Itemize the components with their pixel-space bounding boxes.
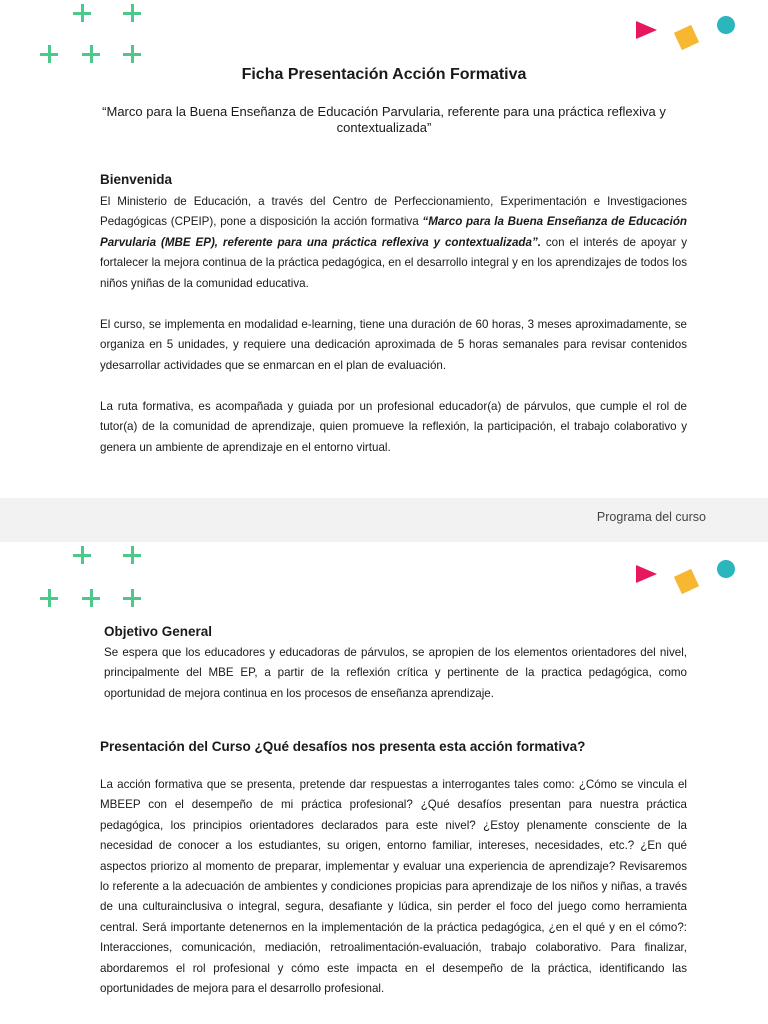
presentation-heading: Presentación del Curso ¿Qué desafíos nos presenta esta acción formativa?	[100, 739, 586, 754]
welcome-paragraph-1: El Ministerio de Educación, a través del Centro de Perfeccionamiento, Experimentación e Investigaciones Pedagógicas (CPEIP), pone a disposición la acción formativa “Marco para la Buena Enseñanza de Educación Parvularia (MBE EP), referente para una práctica reflexiva y contextualizada”. con el interés de apoyar y fortalecer la mejora continua de la práctica pedagógica, en el desarrollo integral y en los aprendizajes de todos los niños yniñas de la comunidad educativa.	[100, 195, 688, 290]
plus-icon	[123, 45, 141, 63]
triangle-icon	[636, 21, 657, 39]
triangle-icon	[636, 565, 657, 583]
plus-icon	[82, 45, 100, 63]
course-name-emphasis: “Marco para la Buena Enseñanza de Educación Parvularia (MBE EP), referente para una práctica reflexiva y contextualizada”.	[100, 215, 687, 249]
circle-icon	[717, 16, 735, 34]
plus-icon	[40, 589, 58, 607]
plus-icon	[82, 589, 100, 607]
page-title: Ficha Presentación Acción Formativa	[241, 66, 527, 83]
objective-paragraph: Se espera que los educadores y educadoras de párvulos, se apropien de los elementos orientadores del nivel, principalmente del MBE EP, a partir de la reflexión crítica y pertinente de la practica pedagógica, como oportunidad de mejora continua en los procesos de enseñanza aprendizaje.	[104, 646, 687, 700]
welcome-heading: Bienvenida	[100, 172, 173, 187]
plus-icon	[73, 4, 91, 22]
page-1	[0, 0, 768, 498]
plus-icon	[123, 4, 141, 22]
course-program-label: Programa del curso	[596, 510, 706, 524]
plus-icon	[40, 45, 58, 63]
page-2	[0, 542, 768, 1024]
square-icon	[674, 25, 699, 50]
presentation-paragraph: La acción formativa que se presenta, pretende dar respuestas a interrogantes tales como: ¿Cómo se vincula el MBEEP con el desempeño de mi práctica profesional? ¿Qué desafíos presentan para nuestra práctica pedagógica, los principios orientadores declarados para este nivel? ¿Estoy plenamente consciente de la necesidad de conocer a los estudiantes, su origen, entorno familiar, intereses, necesidades, etc.? ¿En qué aspectos priorizo al momento de preparar, implementar y evaluar una experiencia de aprendizaje? Revisaremos lo referente a la adecuación de ambientes y condiciones propicias para aprendizaje de los niños y niñas, a través de una culturainclusiva o integral, segura, desafiante y lúdica, sin perder el foco del juego como herramienta central. Será importante detenernos en la implementación de la práctica pedagógica, ¿en el qué y en el cómo?: Interacciones, comunicación, mediación, retroalimentación-evaluación, trabajo colaborativo. Para finalizar, abordaremos el rol profesional y cómo este impacta en el desempeño de la práctica, identificando las oportunidades de mejora para el desarrollo profesional.	[100, 778, 687, 996]
welcome-paragraph-2: El curso, se implementa en modalidad e-learning, tiene una duración de 60 horas, 3 meses aproximadamente, se organiza en 5 unidades, y requiere una dedicación aproximada de 5 horas semanales para revisar contenidos ydesarrollar actividades que se enmarcan en el plan de evaluación.	[100, 318, 687, 372]
plus-icon	[73, 546, 91, 564]
objective-heading: Objetivo General	[104, 624, 213, 639]
circle-icon	[717, 560, 735, 578]
plus-icon	[123, 546, 141, 564]
square-icon	[674, 569, 699, 594]
page-subtitle: “Marco para la Buena Enseñanza de Educación Parvularia, referente para una práctica reflexiva y contextualizada”	[102, 104, 666, 135]
welcome-paragraph-3: La ruta formativa, es acompañada y guiada por un profesional educador(a) de párvulos, que cumple el rol de tutor(a) de la comunidad de aprendizaje, quien promueve la reflexión, la participación, el trabajo colaborativo y genera un ambiente de aprendizaje en el entorno virtual.	[100, 400, 687, 454]
section-band	[0, 498, 768, 542]
plus-icon	[123, 589, 141, 607]
